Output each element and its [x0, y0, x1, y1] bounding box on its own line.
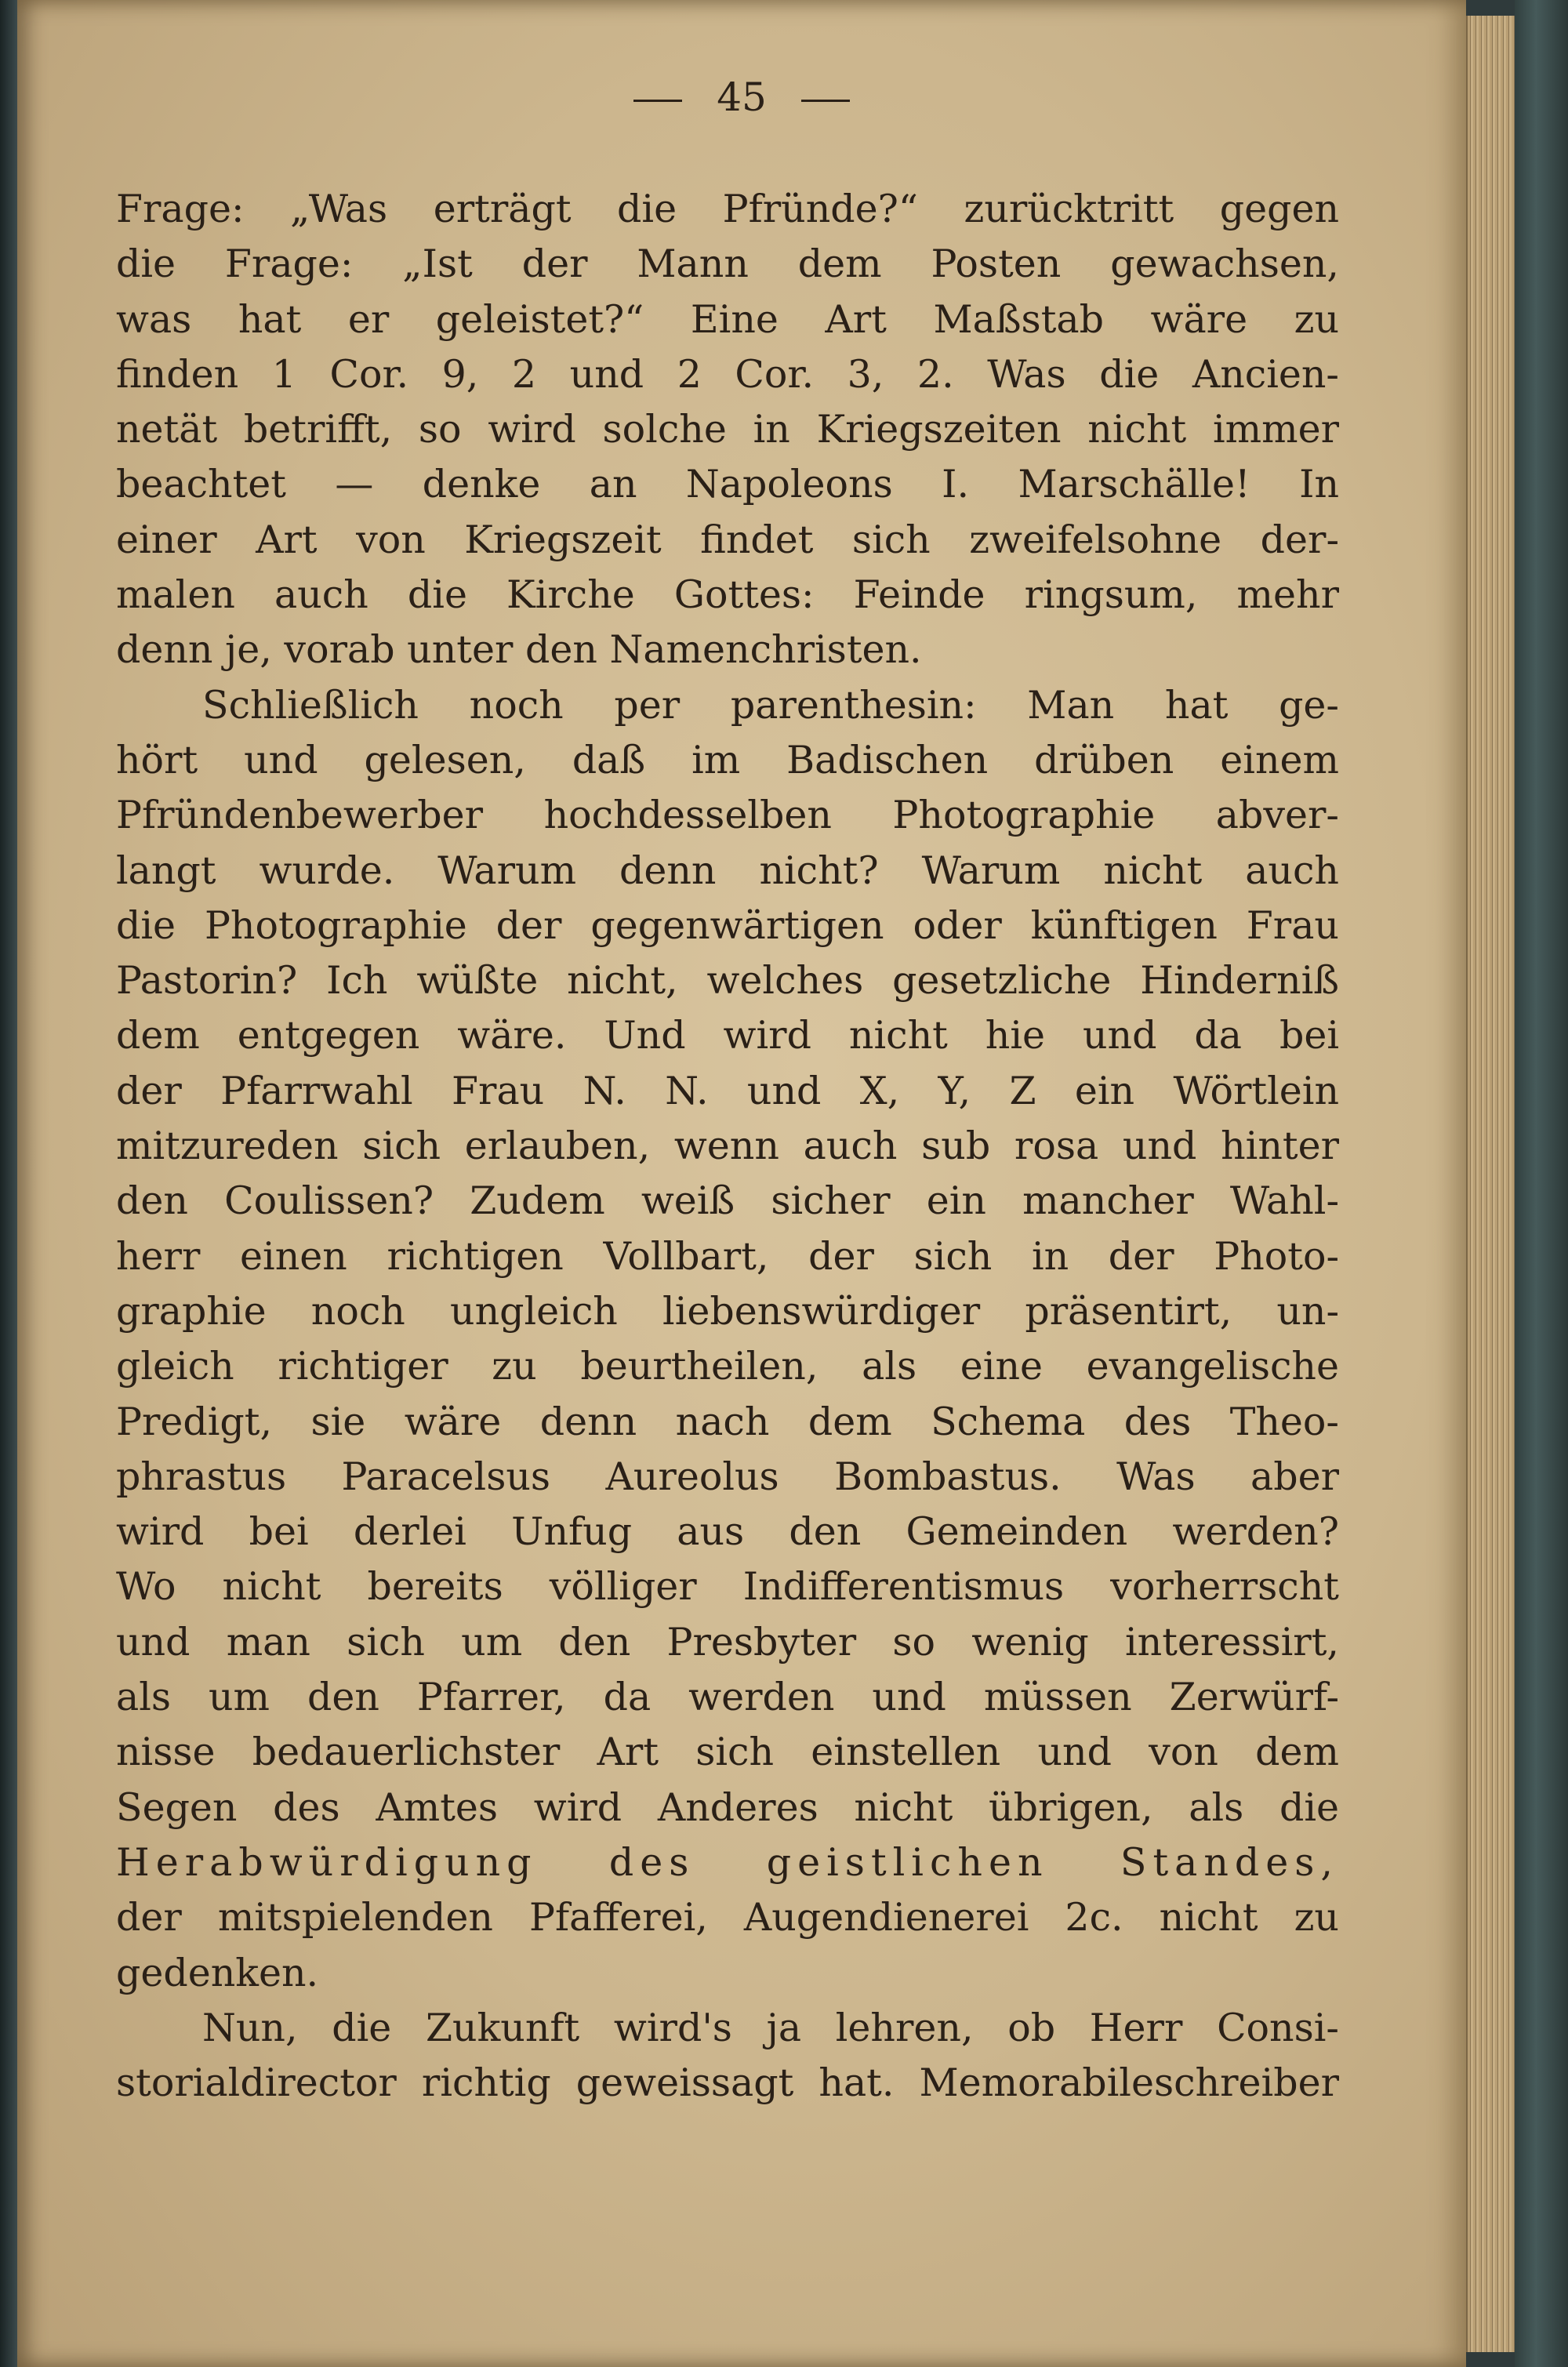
text-line-31: Herabwürdigung des geistlichen Standes, [116, 1839, 1339, 1885]
text-line-22: gleich richtiger zu beurtheilen, als eine evangelische [116, 1344, 1339, 1389]
text-line-23: Predigt, sie wäre denn nach dem Schema des Theo- [116, 1399, 1339, 1444]
book-page [17, 0, 1466, 2367]
text-line-13: langt wurde. Warum denn nicht? Warum nicht auch [116, 848, 1339, 893]
text-line-11: hört und gelesen, daß im Badischen drüben einem [116, 737, 1339, 782]
text-line-17: der Pfarrwahl Frau N. N. und X, Y, Z ein Wörtlein [116, 1068, 1339, 1113]
text-line-33: gedenken. [116, 1950, 319, 1995]
text-line-24: phrastus Paracelsus Aureolus Bombastus. Was aber [116, 1454, 1339, 1499]
text-line-32: der mitspielenden Pfafferei, Augendienerei 2c. nicht zu [116, 1895, 1339, 1940]
text-line-25: wird bei derlei Unfug aus den Gemeinden werden? [116, 1509, 1339, 1555]
text-line-26: Wo nicht bereits völliger Indifferentismus vorherrscht [116, 1564, 1339, 1610]
header-dash-right [801, 100, 850, 102]
text-line-9: denn je, vorab unter den Namenchristen. [116, 627, 922, 673]
text-line-15: Pastorin? Ich wüßte nicht, welches gesetzliche Hinderniß [116, 958, 1339, 1004]
text-line-20: herr einen richtigen Vollbart, der sich in der Photo- [116, 1233, 1339, 1279]
text-line-1: Frage: „Was erträgt die Pfründe?“ zurücktritt gegen [116, 187, 1339, 231]
text-line-10: Schließlich noch per parenthesin: Man hat ge- [202, 682, 1339, 728]
header-dash-left [633, 100, 682, 102]
text-line-3: was hat er geleistet?“ Eine Art Maßstab wäre zu [116, 296, 1339, 342]
text-line-16: dem entgegen wäre. Und wird nicht hie und da bei [116, 1013, 1339, 1058]
text-line-4: finden 1 Cor. 9, 2 und 2 Cor. 3, 2. Was die Ancien- [116, 351, 1339, 397]
text-line-27: und man sich um den Presbyter so wenig interessirt, [116, 1619, 1339, 1665]
page-number-header [17, 74, 1466, 120]
text-line-29: nisse bedauerlichster Art sich einstellen und von dem [116, 1730, 1339, 1775]
body-text [116, 182, 1339, 2111]
text-line-19: den Coulissen? Zudem weiß sicher ein mancher Wahl- [116, 1178, 1339, 1224]
book-binding-left [0, 0, 17, 2367]
text-line-6: beachtet — denke an Napoleons I. Marschälle! In [116, 462, 1339, 507]
text-line-21: graphie noch ungleich liebenswürdiger präsentirt, un- [116, 1288, 1339, 1334]
text-line-2: die Frage: „Ist der Mann dem Posten gewachsen, [116, 241, 1339, 287]
text-line-14: die Photographie der gegenwärtigen oder künftigen Frau [116, 902, 1339, 948]
text-line-30: Segen des Amtes wird Anderes nicht übrigen, als die [116, 1784, 1339, 1830]
book-cover-right [1515, 0, 1568, 2367]
text-line-5: netät betrifft, so wird solche in Kriegszeiten nicht immer [116, 407, 1339, 452]
page-edges [1466, 16, 1516, 2352]
text-line-12: Pfründenbewerber hochdesselben Photographie abver- [116, 793, 1339, 838]
text-line-7: einer Art von Kriegszeit findet sich zweifelsohne der- [116, 517, 1339, 562]
text-line-18: mitzureden sich erlauben, wenn auch sub rosa und hinter [116, 1124, 1339, 1169]
text-line-8: malen auch die Kirche Gottes: Feinde ringsum, mehr [116, 572, 1339, 618]
text-line-35: storialdirector richtig geweissagt hat. Memorabileschreiber [116, 2060, 1339, 2106]
text-line-34: Nun, die Zukunft wird's ja lehren, ob Herr Consi- [202, 2005, 1339, 2050]
text-line-28: als um den Pfarrer, da werden und müssen Zerwürf- [116, 1675, 1339, 1720]
page-number: 45 [717, 74, 767, 120]
